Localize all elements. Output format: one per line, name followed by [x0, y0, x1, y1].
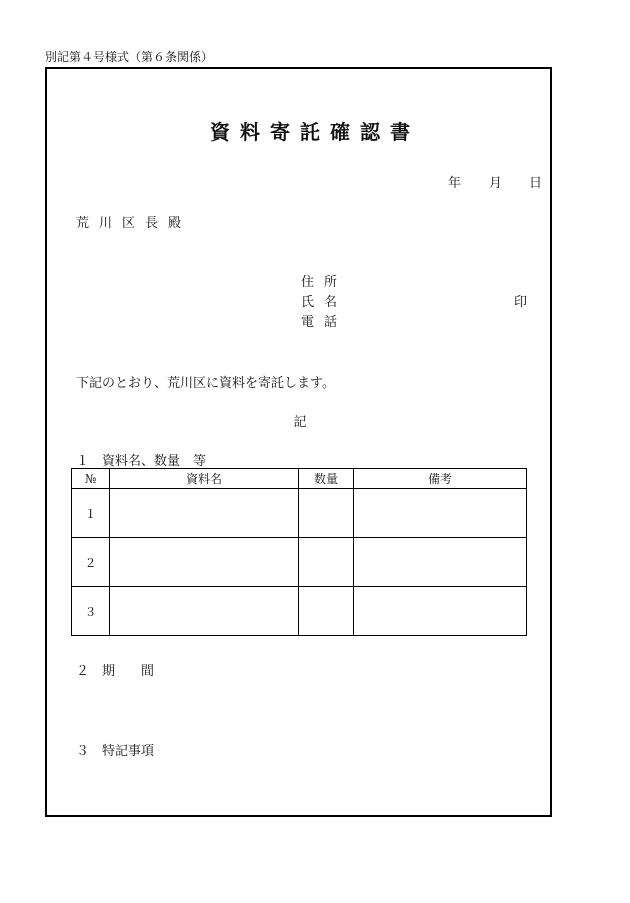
row-number: １: [72, 489, 110, 538]
form-reference: 別記第４号様式（第６条関係）: [45, 50, 214, 64]
remarks-cell[interactable]: [354, 587, 527, 636]
remarks-cell[interactable]: [354, 538, 527, 587]
addressee: 荒川区長殿: [76, 216, 192, 231]
section-3-heading: ３ 特記事項: [76, 744, 155, 759]
remarks-cell[interactable]: [354, 489, 527, 538]
qty-cell[interactable]: [299, 587, 354, 636]
table-row: [72, 587, 527, 636]
body-text: 下記のとおり、荒川区に資料を寄託します。: [76, 376, 335, 391]
ki-heading: 記: [293, 415, 307, 430]
table-row: [72, 489, 527, 538]
table-row: [72, 538, 527, 587]
header-remarks: 備考: [354, 469, 527, 489]
name-label: 氏名: [301, 295, 348, 310]
phone-label: 電話: [301, 315, 348, 330]
section-2-heading: ２ 期 間: [76, 664, 155, 679]
date-year-label: 年: [448, 176, 462, 191]
section-1-heading: １ 資料名、数量 等: [76, 454, 207, 469]
form-frame: [45, 67, 552, 817]
row-number: ２: [72, 538, 110, 587]
date-day-label: 日: [529, 176, 543, 191]
items-table: [71, 468, 527, 636]
header-name: 資料名: [110, 469, 299, 489]
name-cell[interactable]: [110, 489, 299, 538]
table-header-row: [72, 469, 527, 489]
name-cell[interactable]: [110, 587, 299, 636]
seal-mark: 印: [514, 295, 528, 310]
name-cell[interactable]: [110, 538, 299, 587]
row-number: ３: [72, 587, 110, 636]
header-no: №: [72, 469, 110, 489]
qty-cell[interactable]: [299, 489, 354, 538]
qty-cell[interactable]: [299, 538, 354, 587]
date-month-label: 月: [489, 176, 503, 191]
header-qty: 数量: [299, 469, 354, 489]
document-title: 資料寄託確認書: [210, 120, 420, 144]
address-label: 住所: [301, 275, 348, 290]
